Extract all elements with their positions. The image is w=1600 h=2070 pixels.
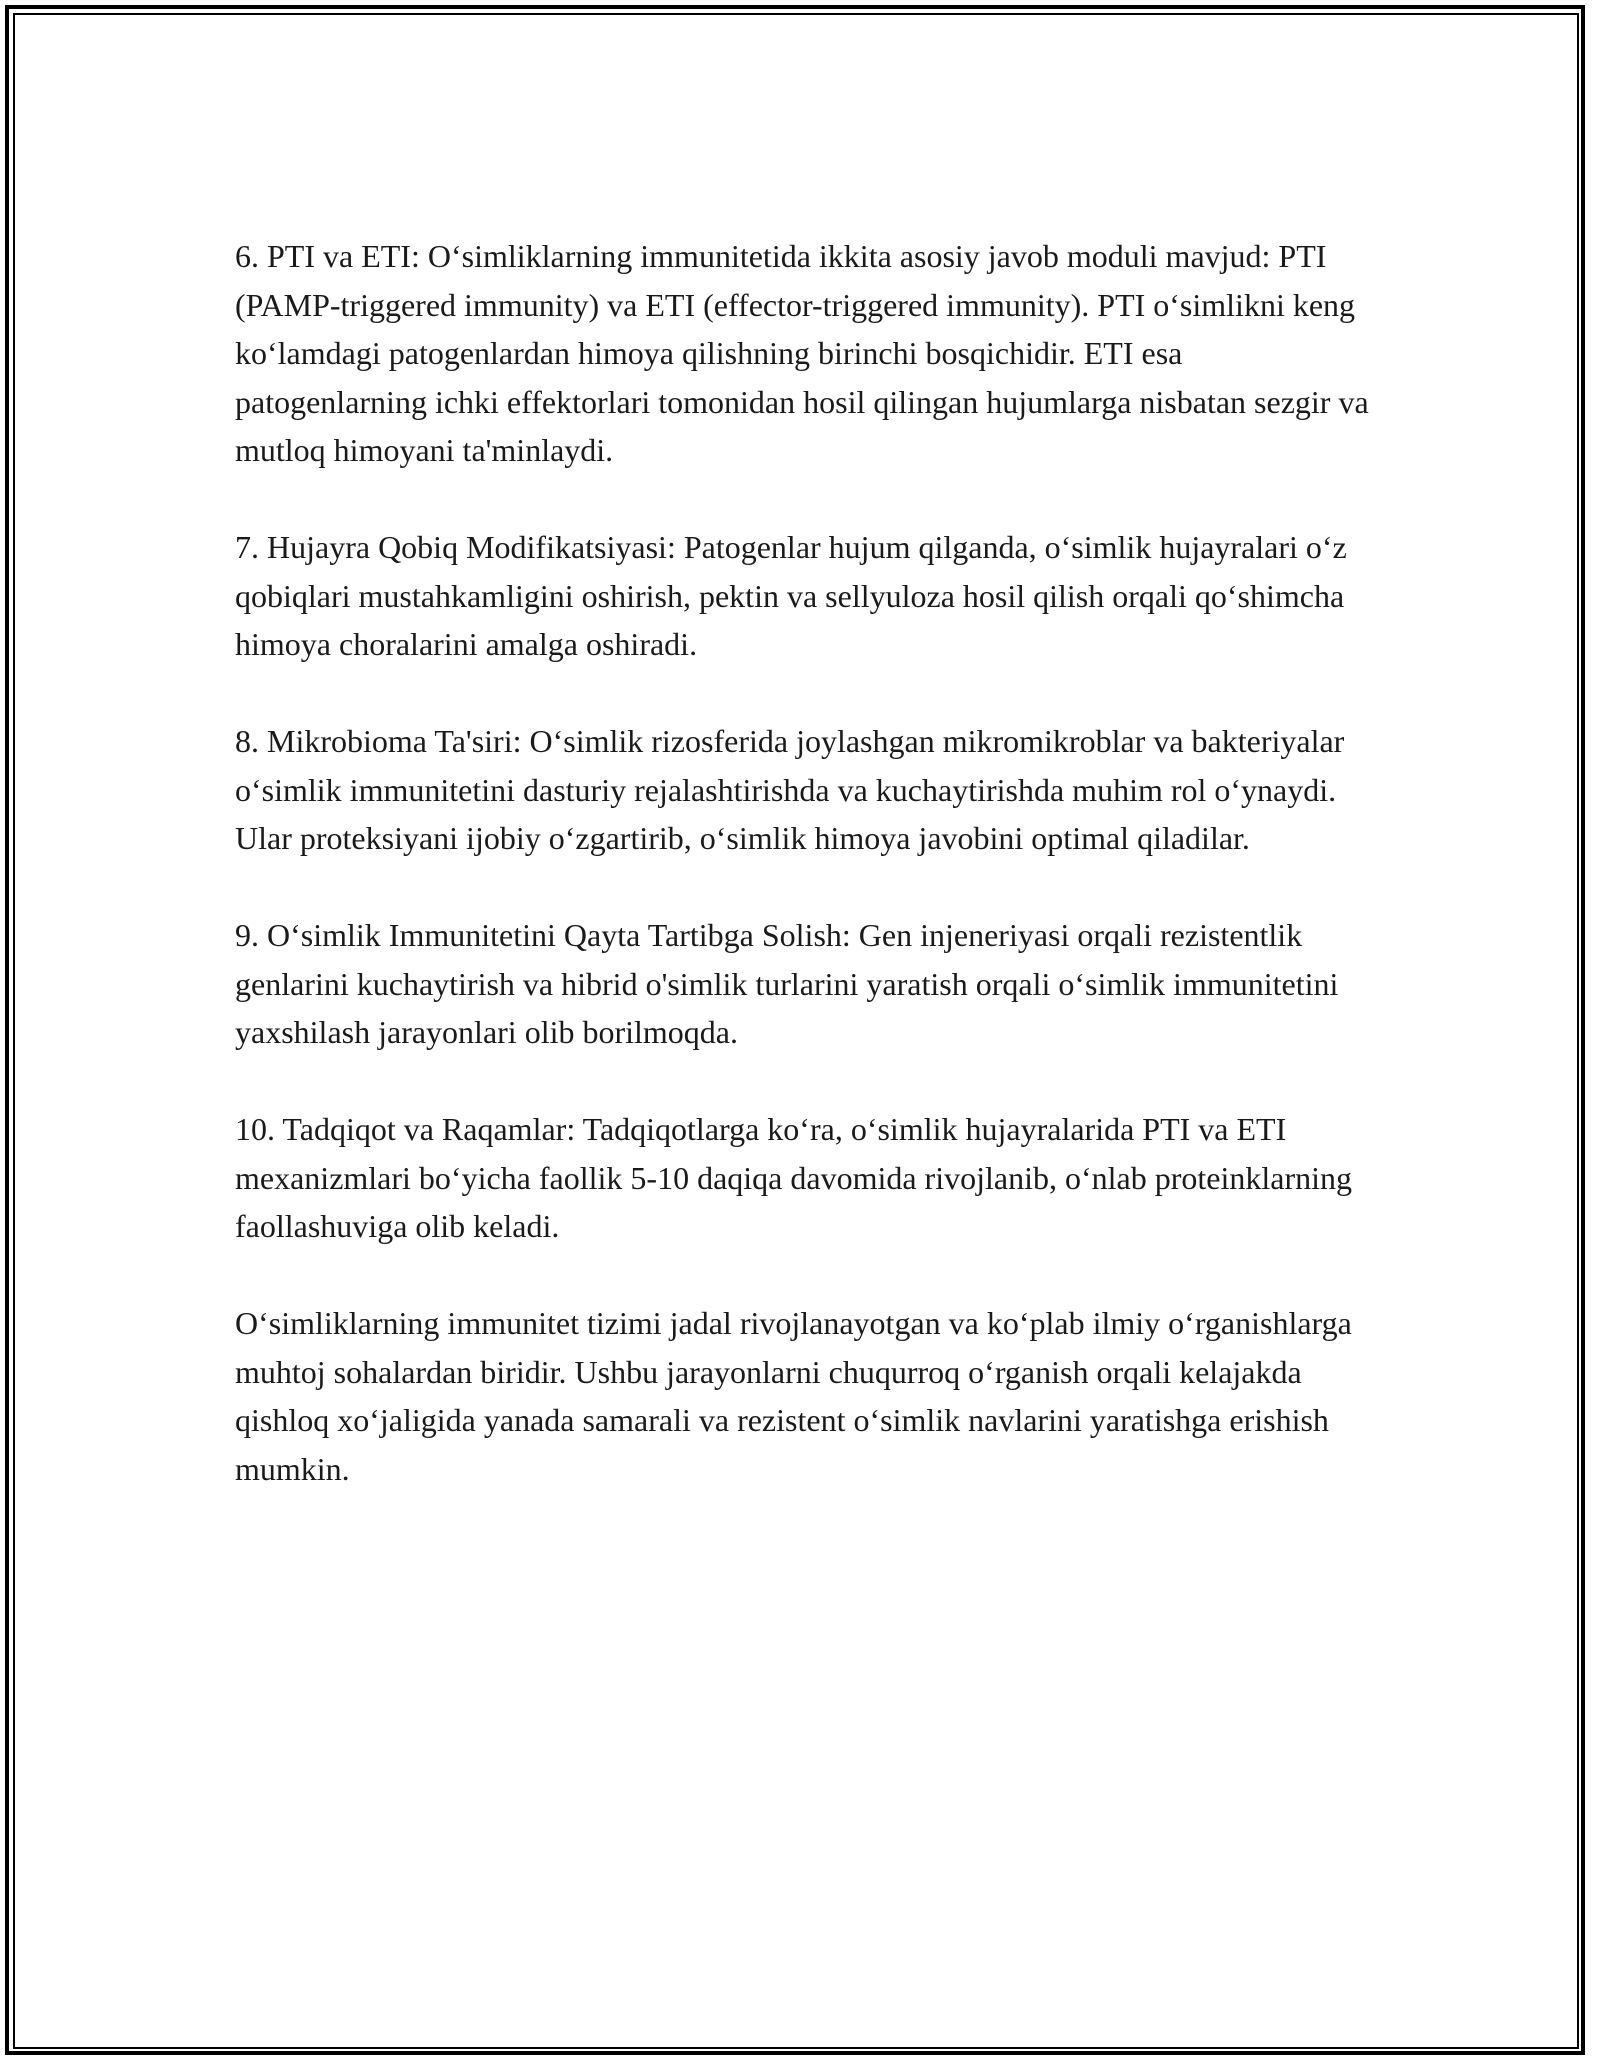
- paragraph-conclusion: O‘simliklarning immunitet tizimi jadal rivojlanayotgan va ko‘plab ilmiy o‘rganishlarga muhtoj sohalardan biridir. Ushbu jarayonlarni chuqurroq o‘rganish orqali kelajakda qishloq xo‘jaligida yanada samarali va rezistent o‘simlik navlarini yaratishga erishish mumkin.: [235, 1305, 1352, 1487]
- paragraph-pti-eti: 6. PTI va ETI: O‘simliklarning immunitetida ikkita asosiy javob moduli mavjud: PTI (PAMP-triggered immunity) va ETI (effector-triggered immunity). PTI o‘simlikni keng ko‘lamdagi patogenlardan himoya qilishning birinchi bosqichidir. ETI esa patogenlarning ichki effektorlari tomonidan hosil qilingan hujumlarga nisbatan sezgir va mutloq himoyani ta'minlaydi.: [235, 238, 1369, 468]
- document-body: [235, 232, 1375, 1542]
- paragraph-immunity-reengineering: 9. O‘simlik Immunitetini Qayta Tartibga Solish: Gen injeneriyasi orqali rezistentlik genlarini kuchaytirish va hibrid o'simlik turlarini yaratish orqali o‘simlik immunitetini yaxshilash jarayonlari olib borilmoqda.: [235, 917, 1339, 1050]
- paragraph-cell-wall-modification: 7. Hujayra Qobiq Modifikatsiyasi: Patogenlar hujum qilganda, o‘simlik hujayralari o‘z qobiqlari mustahkamligini oshirish, pektin va sellyuloza hosil qilish orqali qo‘shimcha himoya choralarini amalga oshiradi.: [235, 529, 1347, 662]
- paragraph-microbiome-effect: 8. Mikrobioma Ta'siri: O‘simlik rizosferida joylashgan mikromikroblar va bakteriyalar o‘simlik immunitetini dasturiy rejalashtirishda va kuchaytirishda muhim rol o‘ynaydi. Ular proteksiyani ijobiy o‘zgartirib, o‘simlik himoya javobini optimal qiladilar.: [235, 723, 1345, 856]
- paragraph-research-numbers: 10. Tadqiqot va Raqamlar: Tadqiqotlarga ko‘ra, o‘simlik hujayralarida PTI va ETI mexanizmlari bo‘yicha faollik 5-10 daqiqa davomida rivojlanib, o‘nlab proteinklarning faollashuviga olib keladi.: [235, 1111, 1352, 1244]
